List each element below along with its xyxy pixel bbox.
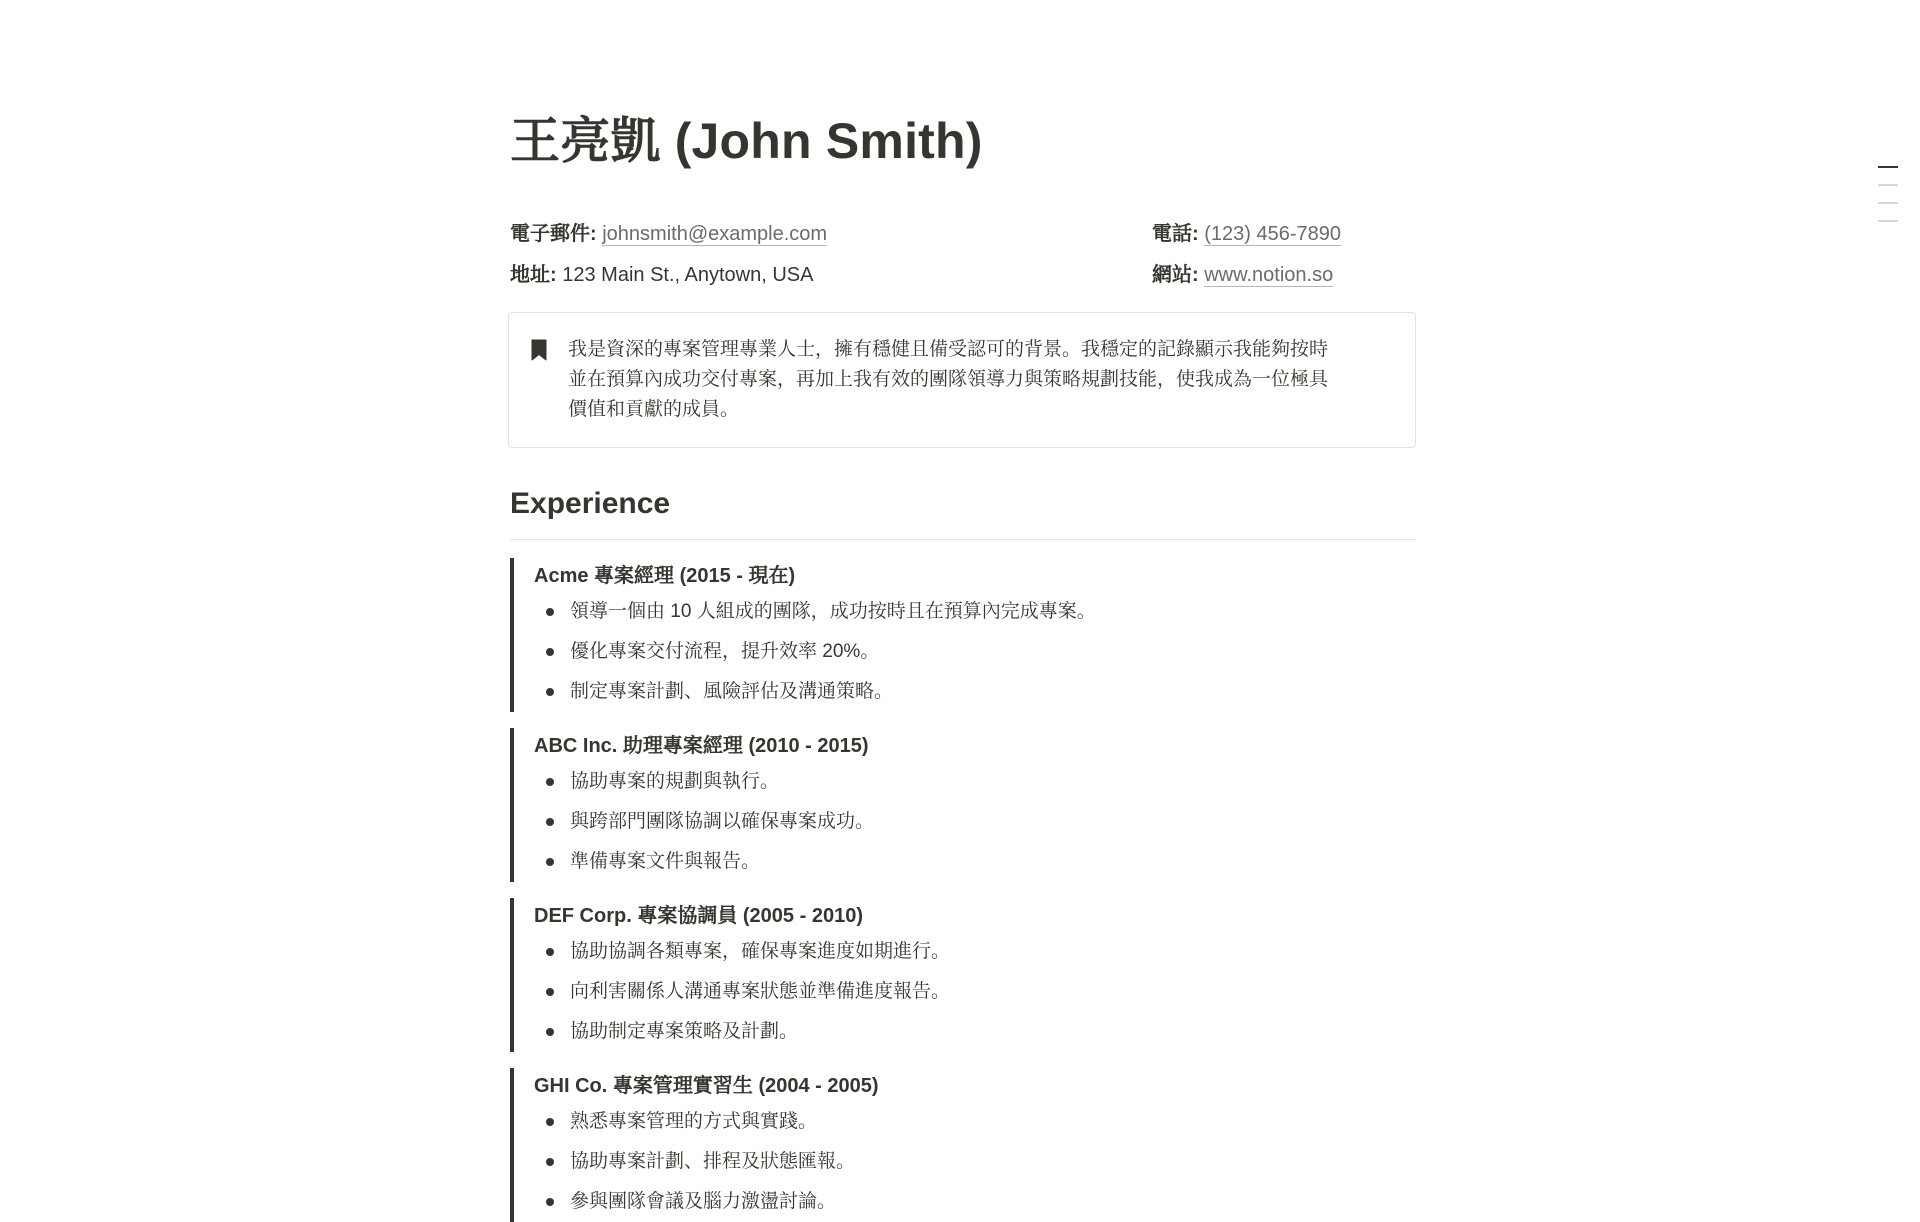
job-title	[534, 558, 1416, 592]
page-title: 王亮凱 (John Smith)	[510, 113, 983, 169]
summary-line: 並在預算內成功交付專案，再加上我有效的團隊領導力與策略規劃技能，使我成為一位極具	[568, 369, 1329, 390]
bullet-icon	[546, 608, 554, 616]
job-entry	[510, 1068, 1416, 1222]
toc-line-active[interactable]	[1878, 166, 1898, 168]
list-item	[534, 762, 1416, 802]
website-label: 網站:	[1152, 264, 1199, 286]
list-item	[534, 972, 1416, 1012]
email-field	[510, 220, 827, 248]
bullet-icon	[546, 778, 554, 786]
job-role: 助理專案經理 (2010 - 2015)	[622, 735, 869, 757]
job-role: 專案經理 (2015 - 現在)	[594, 565, 796, 587]
job-title	[534, 898, 1416, 932]
job-company: Acme	[534, 565, 589, 587]
phone-link[interactable]: (123) 456-7890	[1204, 223, 1342, 245]
list-item-text: 協助專案的規劃與執行。	[570, 771, 780, 792]
list-item	[534, 1182, 1416, 1222]
bullet-icon	[546, 1198, 554, 1206]
list-item-text: 與跨部門團隊協調以確保專案成功。	[570, 811, 875, 832]
experience-heading: Experience	[510, 487, 671, 520]
list-item-text: 協助制定專案策略及計劃。	[570, 1021, 799, 1042]
toc-line[interactable]	[1878, 184, 1898, 186]
bullet-icon	[546, 988, 554, 996]
job-role: 專案協調員 (2005 - 2010)	[637, 905, 863, 927]
summary-line: 我是資深的專案管理專業人士，擁有穩健且備受認可的背景。我穩定的記錄顯示我能夠按時	[568, 339, 1329, 360]
job-entry	[510, 898, 1416, 1052]
summary-text	[568, 335, 1400, 425]
summary-callout	[508, 312, 1416, 448]
toc-line[interactable]	[1878, 202, 1898, 204]
job-bullets	[534, 932, 1416, 1052]
list-item	[534, 932, 1416, 972]
address-field	[510, 261, 813, 289]
list-item-text: 協助專案計劃、排程及狀態匯報。	[570, 1151, 856, 1172]
list-item	[534, 1142, 1416, 1182]
job-title	[534, 728, 1416, 762]
list-item	[534, 1102, 1416, 1142]
job-bullets	[534, 762, 1416, 882]
page-content	[510, 106, 1416, 1212]
divider	[510, 539, 1416, 540]
list-item-text: 制定專案計劃、風險評估及溝通策略。	[570, 681, 894, 702]
bullet-icon	[546, 648, 554, 656]
bullet-icon	[546, 818, 554, 826]
job-role: 專案管理實習生 (2004 - 2005)	[612, 1075, 879, 1097]
bookmark-icon	[531, 339, 547, 361]
email-label: 電子郵件:	[510, 223, 597, 245]
job-bullets	[534, 592, 1416, 712]
bullet-icon	[546, 1158, 554, 1166]
website-field	[1152, 261, 1333, 289]
job-company: ABC Inc.	[534, 735, 618, 757]
list-item-text: 向利害關係人溝通專案狀態並準備進度報告。	[570, 981, 951, 1002]
phone-label: 電話:	[1152, 223, 1199, 245]
job-company: GHI Co.	[534, 1075, 608, 1097]
job-entry	[510, 558, 1416, 712]
bullet-icon	[546, 1118, 554, 1126]
job-company: DEF Corp.	[534, 905, 632, 927]
email-link[interactable]: johnsmith@example.com	[602, 223, 828, 245]
job-bullets	[534, 1102, 1416, 1222]
bullet-icon	[546, 1028, 554, 1036]
list-item-text: 協助協調各類專案，確保專案進度如期進行。	[570, 941, 951, 962]
job-title	[534, 1068, 1416, 1102]
list-item-text: 參與團隊會議及腦力激盪討論。	[570, 1191, 837, 1212]
address-label: 地址:	[510, 264, 557, 286]
list-item	[534, 592, 1416, 632]
bullet-icon	[546, 688, 554, 696]
summary-line: 價值和貢獻的成員。	[568, 399, 740, 420]
website-link[interactable]: www.notion.so	[1204, 264, 1334, 286]
list-item-text: 領導一個由 10 人組成的團隊，成功按時且在預算內完成專案。	[570, 601, 1096, 622]
list-item	[534, 672, 1416, 712]
bullet-icon	[546, 948, 554, 956]
toc-line[interactable]	[1878, 220, 1898, 222]
phone-field	[1152, 220, 1341, 248]
job-entry	[510, 728, 1416, 882]
list-item	[534, 1012, 1416, 1052]
list-item-text: 熟悉專案管理的方式與實踐。	[570, 1111, 818, 1132]
list-item-text: 準備專案文件與報告。	[570, 851, 761, 872]
list-item	[534, 842, 1416, 882]
bullet-icon	[546, 858, 554, 866]
contact-info	[510, 210, 1416, 292]
list-item	[534, 802, 1416, 842]
list-item	[534, 632, 1416, 672]
list-item-text: 優化專案交付流程，提升效率 20%。	[570, 641, 880, 662]
address-value: 123 Main St., Anytown, USA	[562, 264, 814, 286]
